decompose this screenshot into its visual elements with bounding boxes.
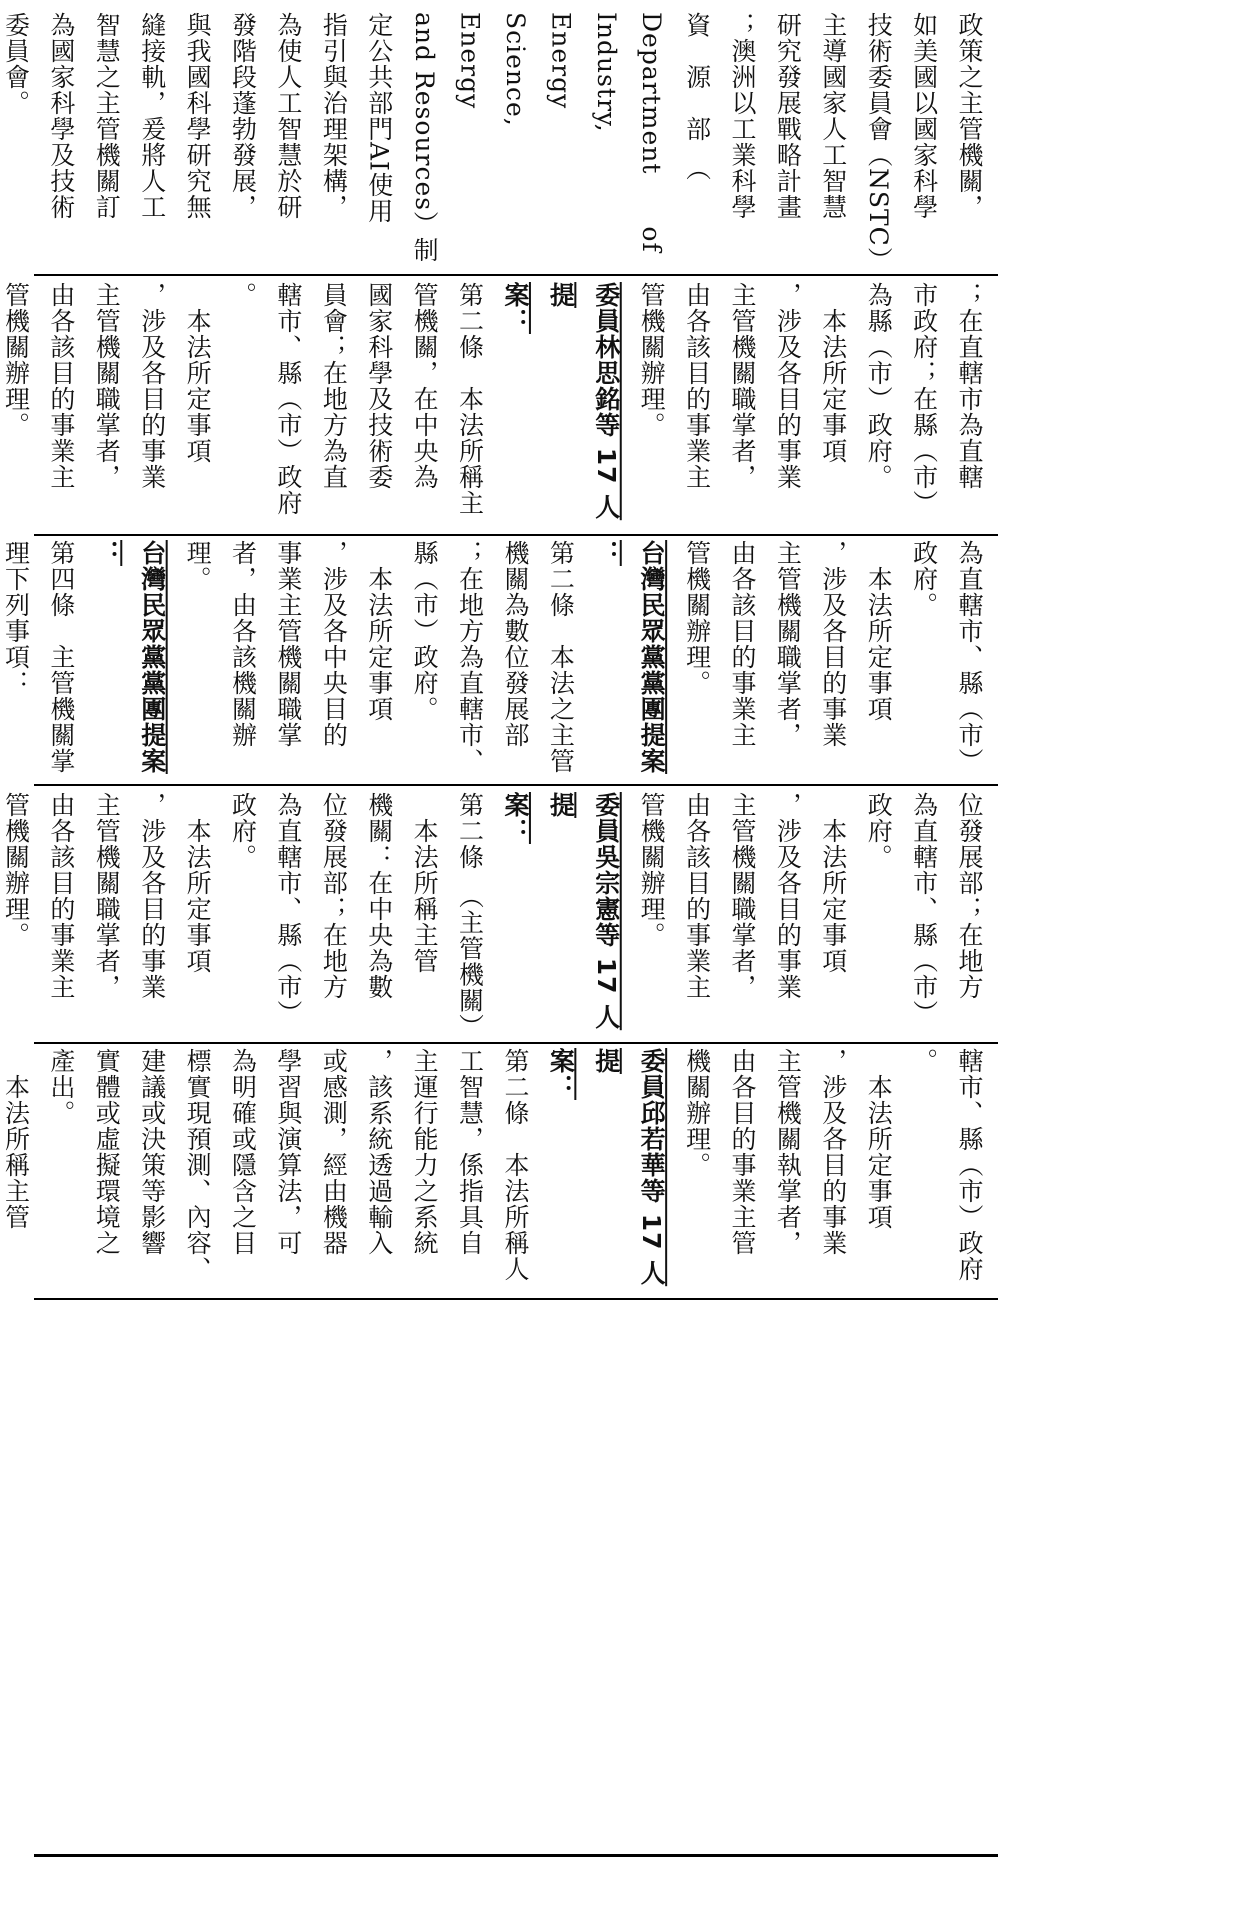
text-line: 主管機關職掌者， [727,282,757,490]
text-line: 管機關，在中央為 [410,282,440,490]
text-band-4 [1,792,992,1040]
text-line: 位發展部；在地方 [955,792,984,1000]
text-line: 第四條 主管機關掌 [46,540,76,774]
text-band-5 [1,1048,992,1294]
text-line: 第二條 本法所稱主 [455,282,485,516]
text-line: 政策之主管機關， [955,12,984,220]
text-line: 本法所定事項 [183,282,213,464]
text-line: 事業主管機關職掌 [273,540,303,748]
text-line: 。 [228,282,258,308]
text-line: 政府。 [864,792,894,870]
text-line: 資 源 部 （ [682,12,712,182]
text-line: 本法所定事項 [864,1048,894,1230]
text-line: 為國家科學及技術 [46,12,76,220]
text-line: 由各該目的事業主 [46,282,76,490]
text-line: 由各該目的事業主 [682,792,712,1000]
text-line: 本法所定事項 [364,540,394,722]
text-line: ，涉及各目的事業 [773,282,803,490]
proposer-heading: 委員吳宗憲等 17 人提 [546,792,621,1031]
text-line: 研究發展戰略計畫 [773,12,803,220]
band-divider-4 [34,1042,998,1044]
text-line: 管機關辦理。 [1,282,31,438]
text-line: 主管機關職掌者， [92,792,122,1000]
band-divider-2 [34,534,998,536]
text-line: ，涉及各目的事業 [137,282,167,490]
text-line: 智慧之主管機關訂 [92,12,122,220]
text-line: 主管機關職掌者， [727,792,757,1000]
text-line: Science, Energy [455,12,530,179]
text-line: 政府。 [909,540,939,618]
page-bottom-rule [34,1854,998,1857]
text-line: 第二條 本法之主管 [546,540,576,774]
text-line: and Resources）制 [410,12,440,264]
text-line: 由各該目的事業主 [46,792,76,1000]
text-line: 本法所定事項 [818,282,848,464]
text-line: 本法所稱主管 [410,792,440,974]
text-line: 機關：在中央為數 [364,792,394,1000]
text-line: 工智慧，係指具自 [455,1048,485,1256]
text-line: 為直轄市、縣（市） [273,792,303,1026]
text-line: 主管機關職掌者， [773,540,803,748]
text-line: Industry, Energy [546,12,621,185]
text-line: ，涉及各目的事業 [137,792,167,1000]
text-line: 管機關辦理。 [637,792,667,948]
text-line: 委員會。 [1,12,31,116]
text-line: 政府。 [228,792,258,870]
proposer-heading: 台灣民眾黨黨團提案 [637,540,667,774]
text-line: 主管機關執掌者， [773,1048,803,1256]
text-line: 為明確或隱含之目 [228,1048,258,1256]
text-line: 由各目的事業主管 [727,1048,757,1256]
text-line: 理。 [183,540,213,592]
band-divider-3 [34,784,998,786]
text-line: 發階段蓬勃發展， [228,12,258,220]
text-line: ，涉及各目的事業 [818,1048,848,1256]
text-line: 如美國以國家科學 [909,12,939,220]
text-line: 技術委員會（NSTC） [864,12,894,273]
text-line: 第二條 （主管機關） [455,792,485,1040]
text-line: 學習與演算法，可 [273,1048,303,1256]
text-band-2 [1,282,992,532]
text-line: 本法所定事項 [818,792,848,974]
text-line: 位發展部；在地方 [319,792,349,1000]
text-line: 為直轄市、縣（市） [955,540,984,774]
text-line: 縣（市）政府。 [410,540,440,722]
text-line: 建議或決策等影響 [137,1048,167,1256]
text-line: ，涉及各目的事業 [818,540,848,748]
text-line: ，涉及各中央目的 [319,540,349,748]
band-divider-1 [34,274,998,276]
proposer-heading: ： [591,540,621,566]
text-line: 標實現預測、內容、 [183,1048,213,1282]
text-line: 由各該目的事業主 [682,282,712,490]
text-line: ，該系統透過輸入 [364,1048,394,1256]
text-line: Department of [637,12,667,253]
text-line: ；在地方為直轄市、 [455,540,485,774]
text-line: 本法所定事項 [864,540,894,722]
proposer-heading: 台灣民眾黨黨團提案 [137,540,167,774]
text-line: 由各該目的事業主 [727,540,757,748]
text-line: 產出。 [46,1048,76,1126]
text-line: 員會；在地方為直 [319,282,349,490]
text-line: 主導國家人工智慧 [818,12,848,220]
text-line: 。 [909,1048,939,1074]
text-line: 為使人工智慧於研 [273,12,303,220]
proposer-heading: ： [92,540,122,566]
text-line: 管機關辦理。 [1,792,31,948]
text-line: 轄市、縣（市）政府 [273,282,303,516]
proposer-heading: 委員林思銘等 17 人提 [546,282,621,521]
text-line: 或感測，經由機器 [319,1048,349,1256]
text-line: 定公共部門AI使用 [364,12,394,224]
text-line: 主運行能力之系統 [410,1048,440,1256]
text-line: 第二條 本法所稱人 [500,1048,530,1282]
proposer-heading: 案： [500,282,530,334]
text-line: 縫接軌，爰將人工 [137,12,167,220]
text-line: 國家科學及技術委 [364,282,394,490]
text-line: 機關辦理。 [682,1048,712,1178]
proposer-heading: 案： [546,1048,576,1100]
text-line: 實體或虛擬環境之 [92,1048,122,1256]
text-line: 機關為數位發展部 [500,540,530,748]
text-line: 管機關辦理。 [637,282,667,438]
text-line: 指引與治理架構， [319,12,349,220]
proposer-heading: 委員邱若華等 17 人提 [591,1048,667,1287]
text-line: 者，由各該機關辦 [228,540,258,748]
text-line: 主管機關職掌者， [92,282,122,490]
text-line: 為直轄市、縣（市） [909,792,939,1026]
text-band-1 [1,12,992,273]
text-line: 轄市、縣（市）政府 [955,1048,984,1282]
text-line: 市政府；在縣（市） [909,282,939,516]
text-line: 理下列事項： [1,540,31,696]
text-line: ；在直轄市為直轄 [955,282,984,490]
text-line: 管機關辦理。 [682,540,712,696]
text-line: ，涉及各目的事業 [773,792,803,1000]
text-line: 本法所稱主管 [1,1048,31,1230]
text-line: 與我國科學研究無 [183,12,213,220]
band-divider-5 [34,1298,998,1300]
text-line: 為縣（市）政府。 [864,282,894,490]
text-line: ；澳洲以工業科學 [727,12,757,220]
text-line: 本法所定事項 [183,792,213,974]
text-band-3 [1,540,992,780]
proposer-heading: 案： [500,792,530,844]
